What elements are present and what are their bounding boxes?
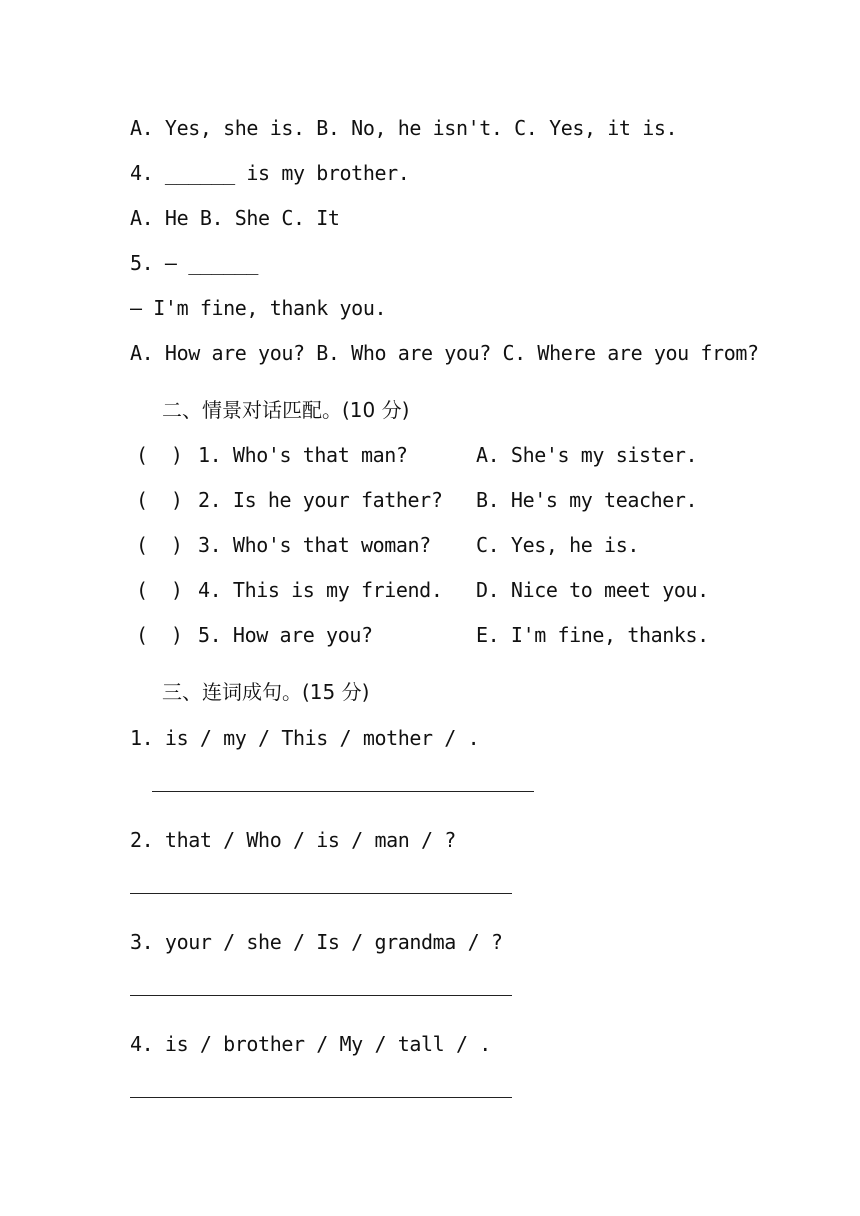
match-row <box>136 620 756 650</box>
q4-options: A. He B. She C. It <box>130 206 340 230</box>
answer-blank: ( ) <box>136 533 183 557</box>
match-question: 2. Is he your father? <box>198 488 443 512</box>
scramble-item-2: 2. that / Who / is / man / ? <box>130 828 456 852</box>
q5-text: 5. — ______ <box>130 251 259 275</box>
scramble-item-1: 1. is / my / This / mother / . <box>130 726 480 750</box>
match-answer: A. She's my sister. <box>476 443 698 467</box>
answer-line <box>152 791 534 792</box>
match-answer: D. Nice to meet you. <box>476 578 709 602</box>
match-row <box>136 530 756 560</box>
answer-blank: ( ) <box>136 443 183 467</box>
match-row <box>136 440 756 470</box>
match-question: 5. How are you? <box>198 623 373 647</box>
match-question: 4. This is my friend. <box>198 578 443 602</box>
match-row <box>136 575 756 605</box>
match-answer: B. He's my teacher. <box>476 488 698 512</box>
q4-text: 4. ______ is my brother. <box>130 161 410 185</box>
answer-blank: ( ) <box>136 578 183 602</box>
answer-line <box>130 1097 512 1098</box>
answer-line <box>130 893 512 894</box>
match-answer: E. I'm fine, thanks. <box>476 623 709 647</box>
q5-reply: — I'm fine, thank you. <box>130 296 387 320</box>
match-question: 1. Who's that man? <box>198 443 408 467</box>
section3-title: 三、连词成句。(15 分) <box>162 680 370 704</box>
answer-blank: ( ) <box>136 488 183 512</box>
match-question: 3. Who's that woman? <box>198 533 431 557</box>
answer-blank: ( ) <box>136 623 183 647</box>
match-answer: C. Yes, he is. <box>476 533 639 557</box>
section2-title: 二、情景对话匹配。(10 分) <box>162 398 410 422</box>
q3-options: A. Yes, she is. B. No, he isn't. C. Yes, it is. <box>130 116 678 140</box>
answer-line <box>130 995 512 996</box>
scramble-item-4: 4. is / brother / My / tall / . <box>130 1032 491 1056</box>
scramble-item-3: 3. your / she / Is / grandma / ? <box>130 930 503 954</box>
match-row <box>136 485 756 515</box>
q5-options: A. How are you? B. Who are you? C. Where are you from? <box>130 341 759 365</box>
